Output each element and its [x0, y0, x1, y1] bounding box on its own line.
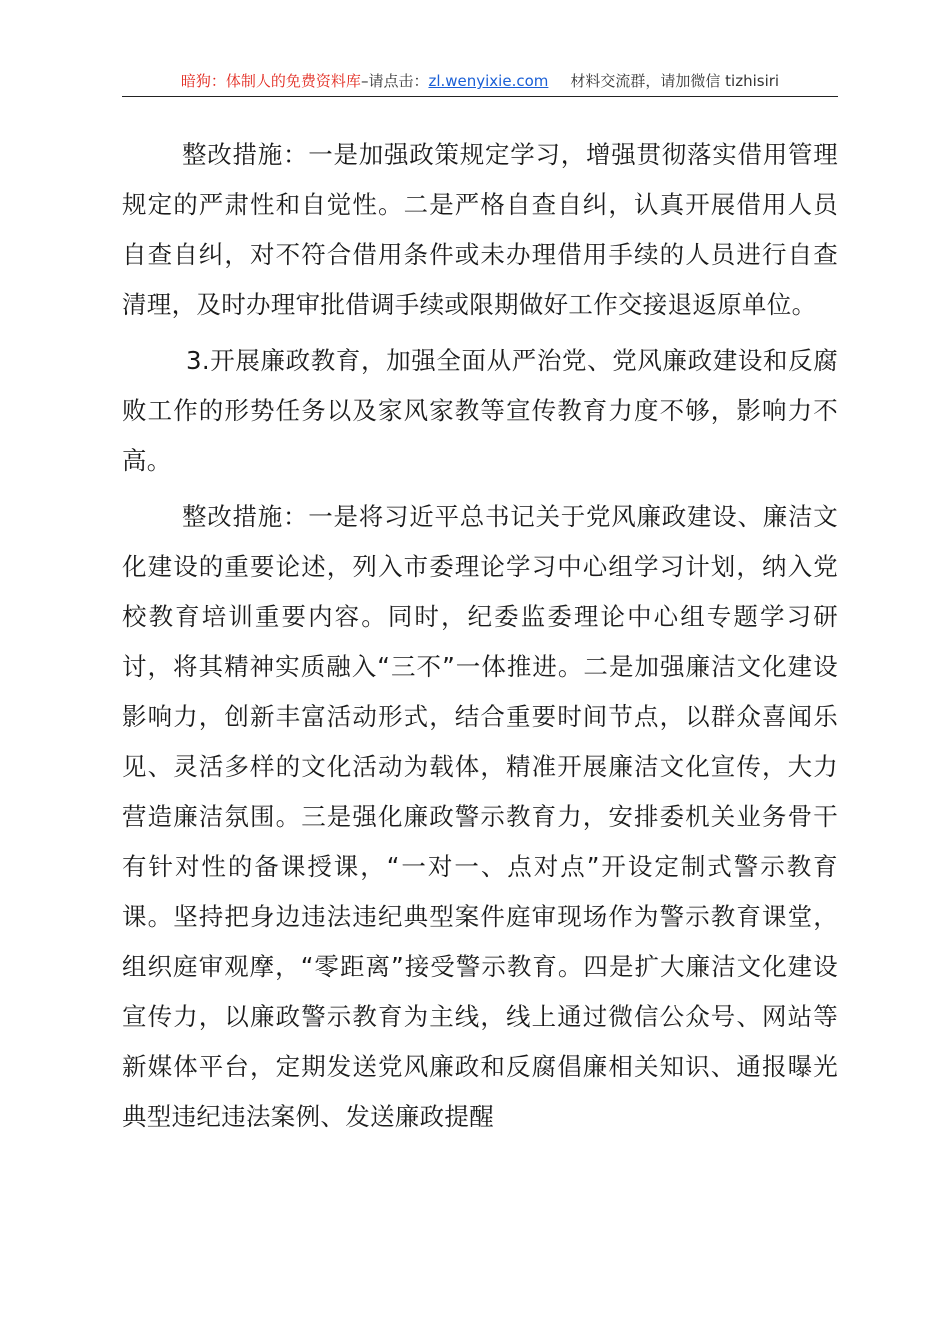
page-header — [122, 70, 838, 97]
document-body — [122, 130, 838, 1142]
header-wechat-note: 材料交流群，请加微信 tizhisiri — [570, 72, 780, 90]
header-brand: 暗狗：体制人的免费资料库 — [180, 72, 361, 90]
header-link[interactable]: zl.wenyixie.com — [428, 72, 549, 90]
paragraph-rectification-measures-2: 整改措施：一是将习近平总书记关于党风廉政建设、廉洁文化建设的重要论述，列入市委理论学习中心组学习计划，纳入党校教育培训重要内容。同时，纪委监委理论中心组专题学习研讨，将其精神实质融入“三不”一体推进。二是加强廉洁文化建设影响力，创新丰富活动形式，结合重要时间节点，以群众喜闻乐见、灵活多样的文化活动为载体，精准开展廉洁文化宣传，大力营造廉洁氛围。三是强化廉政警示教育力，安排委机关业务骨干有针对性的备课授课，“一对一、点对点”开设定制式警示教育课。坚持把身边违法违纪典型案件庭审现场作为警示教育课堂，组织庭审观摩，“零距离”接受警示教育。四是扩大廉洁文化建设宣传力，以廉政警示教育为主线，线上通过微信公众号、网站等新媒体平台，定期发送党风廉政和反腐倡廉相关知识、通报曝光典型违纪违法案例、发送廉政提醒 — [122, 502, 838, 1131]
paragraph-issue-3: 3.开展廉政教育，加强全面从严治党、党风廉政建设和反腐败工作的形势任务以及家风家教等宣传教育力度不够，影响力不高。 — [122, 346, 838, 475]
header-prompt: –请点击： — [360, 72, 429, 90]
paragraph-rectification-measures-1: 整改措施：一是加强政策规定学习，增强贯彻落实借用管理规定的严肃性和自觉性。二是严格自查自纠，认真开展借用人员自查自纠，对不符合借用条件或未办理借用手续的人员进行自查清理，及时办理审批借调手续或限期做好工作交接退返原单位。 — [122, 140, 838, 319]
